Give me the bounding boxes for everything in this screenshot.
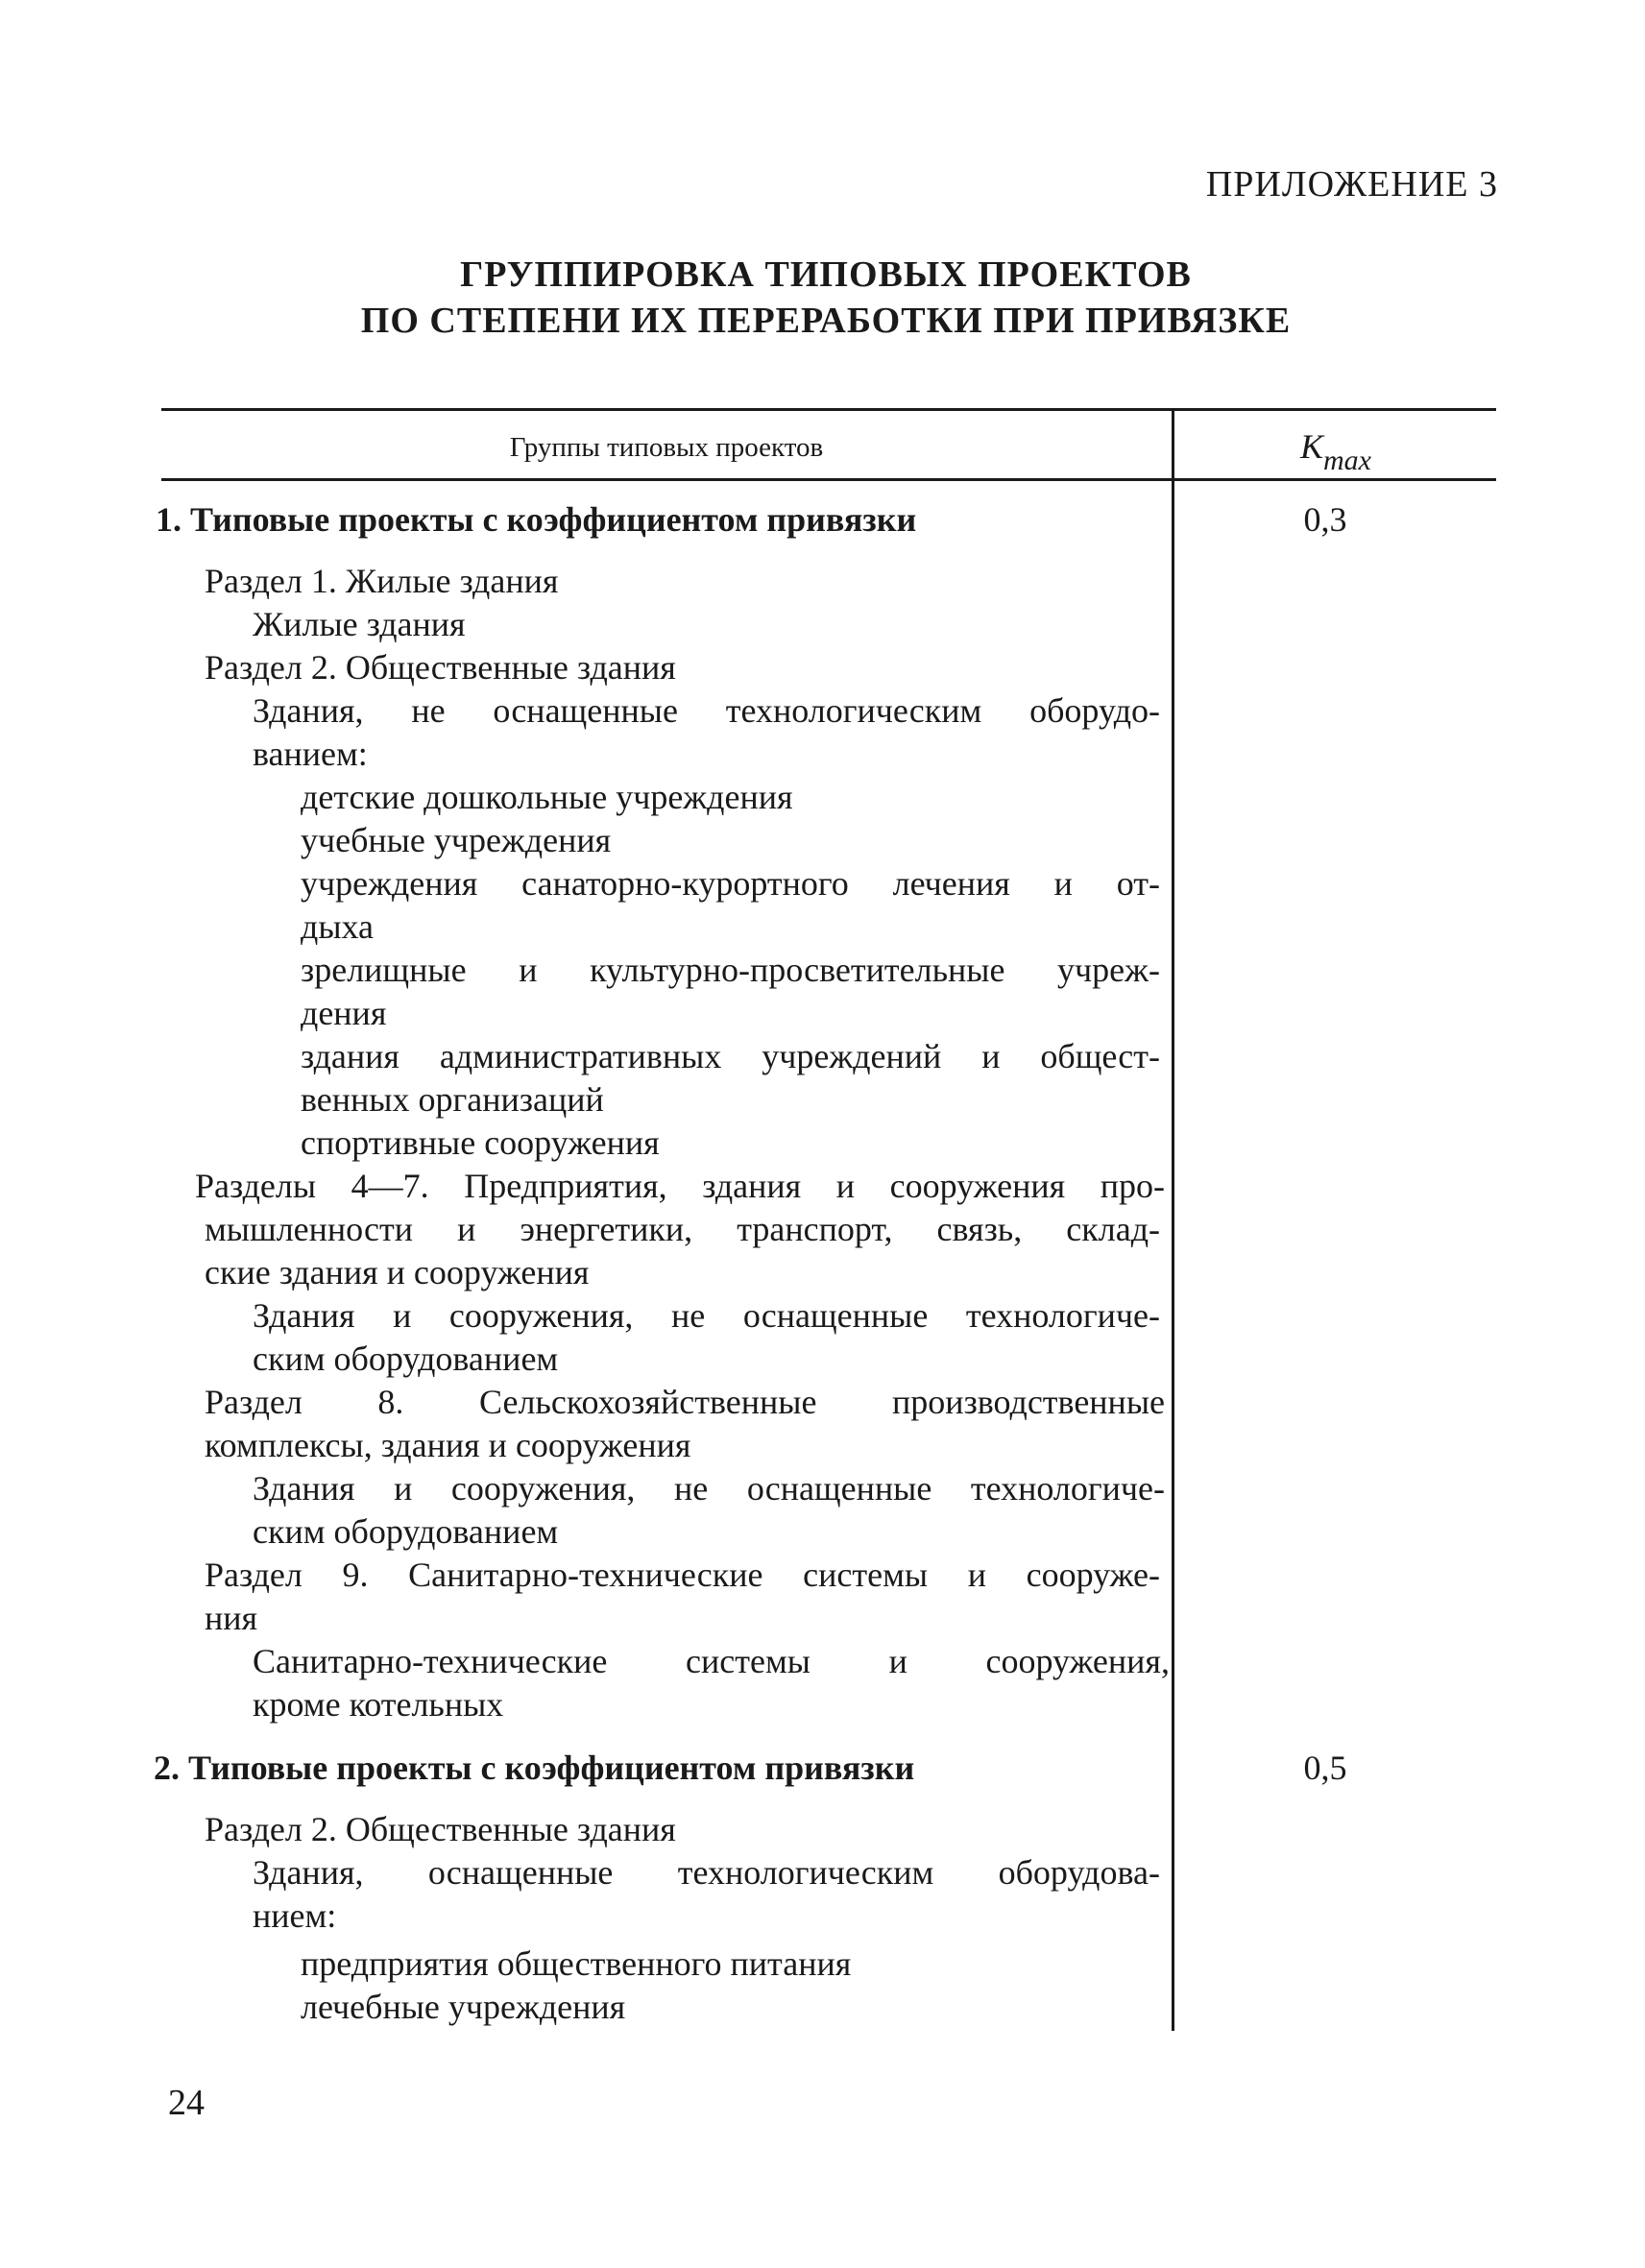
list-item: дыха [301, 907, 375, 946]
list-item: детские дошкольные учреждения [301, 778, 793, 816]
list-item: ванием: [253, 735, 368, 773]
list-item: венных организаций [301, 1080, 604, 1119]
table-top-rule [161, 408, 1496, 411]
list-item: Раздел 9. Санитарно-технические системы и сооруже- [205, 1556, 1160, 1594]
list-item: дения [301, 994, 387, 1032]
list-item: зрелищные и культурно-просветительные учреж- [301, 951, 1160, 989]
list-item: Раздел 2. Общественные здания [205, 1810, 676, 1848]
header-k-sub: max [1323, 445, 1371, 476]
list-item: Разделы 4—7. Предприятия, здания и сооружения про- [195, 1167, 1165, 1205]
list-item: Здания и сооружения, не оснащенные технологиче- [253, 1469, 1165, 1508]
group-1-k-value: 0,3 [1303, 500, 1347, 539]
list-item: нием: [253, 1896, 337, 1935]
list-item: учебные учреждения [301, 821, 612, 859]
list-item: предприятия общественного питания [301, 1944, 852, 1983]
list-item: ским оборудованием [253, 1512, 559, 1551]
title-line-1: ГРУППИРОВКА ТИПОВЫХ ПРОЕКТОВ [460, 254, 1192, 295]
group-1-heading: 1. Типовые проекты с коэффициентом привязки [156, 500, 917, 539]
list-item: ния [205, 1599, 258, 1637]
title-line-2: ПО СТЕПЕНИ ИХ ПЕРЕРАБОТКИ ПРИ ПРИВЯЗКЕ [360, 301, 1292, 341]
list-item: здания административных учреждений и общест- [301, 1037, 1160, 1075]
header-k-max [1177, 426, 1494, 477]
list-item: Санитарно-технические системы и сооружения, [253, 1642, 1170, 1680]
list-item: спортивные сооружения [301, 1123, 660, 1162]
list-item: комплексы, здания и сооружения [205, 1426, 691, 1464]
list-item: учреждения санаторно-курортного лечения и от- [301, 864, 1160, 903]
appendix-label: ПРИЛОЖЕНИЕ 3 [1205, 164, 1498, 205]
list-item: Жилые здания [253, 605, 466, 643]
group-2-k-value: 0,5 [1303, 1749, 1347, 1787]
list-item: ским оборудованием [253, 1339, 559, 1378]
page-number: 24 [168, 2083, 205, 2123]
header-groups: Группы типовых проектов [509, 432, 824, 463]
list-item: Здания, оснащенные технологическим оборудова- [253, 1853, 1160, 1892]
page-title [154, 252, 1498, 344]
table-column-divider [1172, 408, 1174, 2031]
list-item: мышленности и энергетики, транспорт, связь, склад- [205, 1210, 1160, 1248]
list-item: Раздел 1. Жилые здания [205, 562, 559, 600]
list-item: Раздел 8. Сельскохозяйственные производственные [205, 1383, 1165, 1421]
list-item: Здания, не оснащенные технологическим оборудо- [253, 691, 1160, 730]
list-item: Раздел 2. Общественные здания [205, 648, 676, 687]
list-item: лечебные учреждения [301, 1988, 626, 2026]
list-item: кроме котельных [253, 1685, 504, 1724]
list-item: ские здания и сооружения [205, 1253, 590, 1291]
table-header-rule [161, 478, 1496, 481]
header-k-base: K [1300, 427, 1324, 466]
group-2-heading: 2. Типовые проекты с коэффициентом привязки [154, 1749, 915, 1787]
list-item: Здания и сооружения, не оснащенные технологиче- [253, 1296, 1160, 1335]
